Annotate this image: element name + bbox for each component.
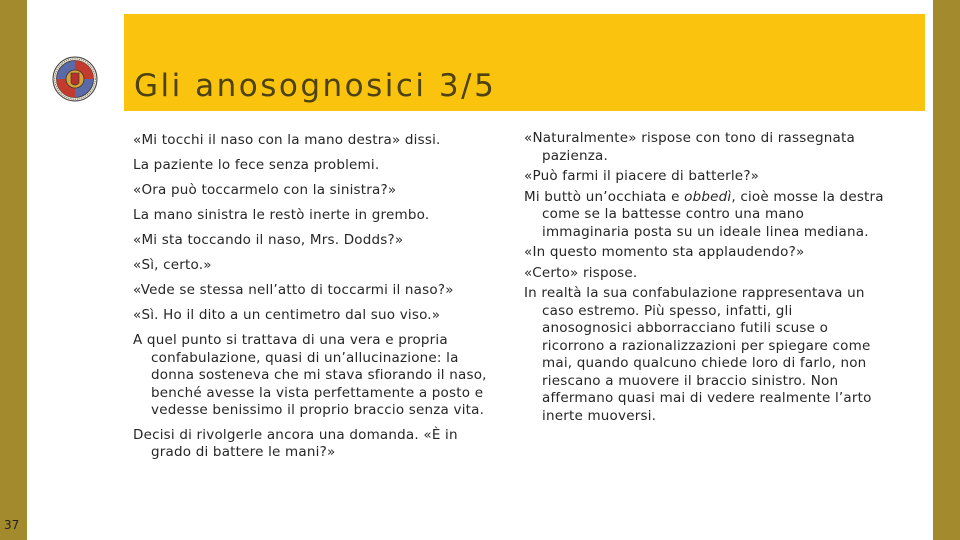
paragraph: La paziente lo fece senza problemi. bbox=[133, 157, 380, 173]
university-seal-logo bbox=[52, 56, 98, 102]
page-number: 37 bbox=[4, 518, 20, 532]
paragraph: «Ora può toccarmelo con la sinistra?» bbox=[133, 182, 397, 198]
paragraph: La mano sinistra le restò inerte in grembo. bbox=[133, 207, 430, 223]
paragraph: «Vede se stessa nell’atto di toccarmi il naso?» bbox=[133, 282, 454, 298]
paragraph: «Mi sta toccando il naso, Mrs. Dodds?» bbox=[133, 232, 404, 248]
right-sidebar-bar bbox=[933, 0, 960, 540]
paragraph: «Sì. Ho il dito a un centimetro dal suo viso.» bbox=[133, 307, 441, 323]
paragraph: «Certo» rispose. bbox=[524, 264, 638, 281]
paragraph: In realtà la sua confabulazione rappresentava un caso estremo. Più spesso, infatti, gli anosognosici abborracciano futili scuse o ricorrono a razionalizzazioni per spiegare come mai, quando qualcuno chiede loro di farlo, non riescano a muovere il braccio sinistro. Non affermano quasi mai di vedere realmente l’arto inerte muoversi. bbox=[524, 285, 872, 424]
paragraph bbox=[524, 189, 884, 242]
paragraph: «In questo momento sta applaudendo?» bbox=[524, 244, 805, 260]
paragraph: «Può farmi il piacere di batterle?» bbox=[524, 168, 760, 184]
paragraph: A quel punto si trattava di una vera e propria confabulazione, quasi di un’allucinazione: la donna sosteneva che mi stava sfiorando il naso, benché avesse la vista perfettamente a posto e vedesse benissimo il proprio braccio senza vita. bbox=[133, 332, 487, 418]
right-text-column bbox=[524, 130, 884, 428]
slide-title: Gli anosognosici 3/5 bbox=[134, 68, 497, 104]
paragraph: «Mi tocchi il naso con la mano destra» dissi. bbox=[133, 132, 441, 148]
text-run: , cioè mosse la destra come se la battesse contro una mano immaginaria posta su un ideale linea mediana. bbox=[542, 188, 884, 240]
left-sidebar-bar bbox=[0, 0, 27, 540]
paragraph: «Naturalmente» rispose con tono di rassegnata pazienza. bbox=[524, 130, 855, 164]
text-run: Mi buttò un’occhiata e bbox=[524, 188, 685, 205]
emphasized-word: obbedì bbox=[684, 188, 732, 205]
left-text-column bbox=[133, 132, 499, 469]
paragraph: «Sì, certo.» bbox=[133, 257, 212, 273]
paragraph: Decisi di rivolgerle ancora una domanda. «È in grado di battere le mani?» bbox=[133, 426, 458, 460]
